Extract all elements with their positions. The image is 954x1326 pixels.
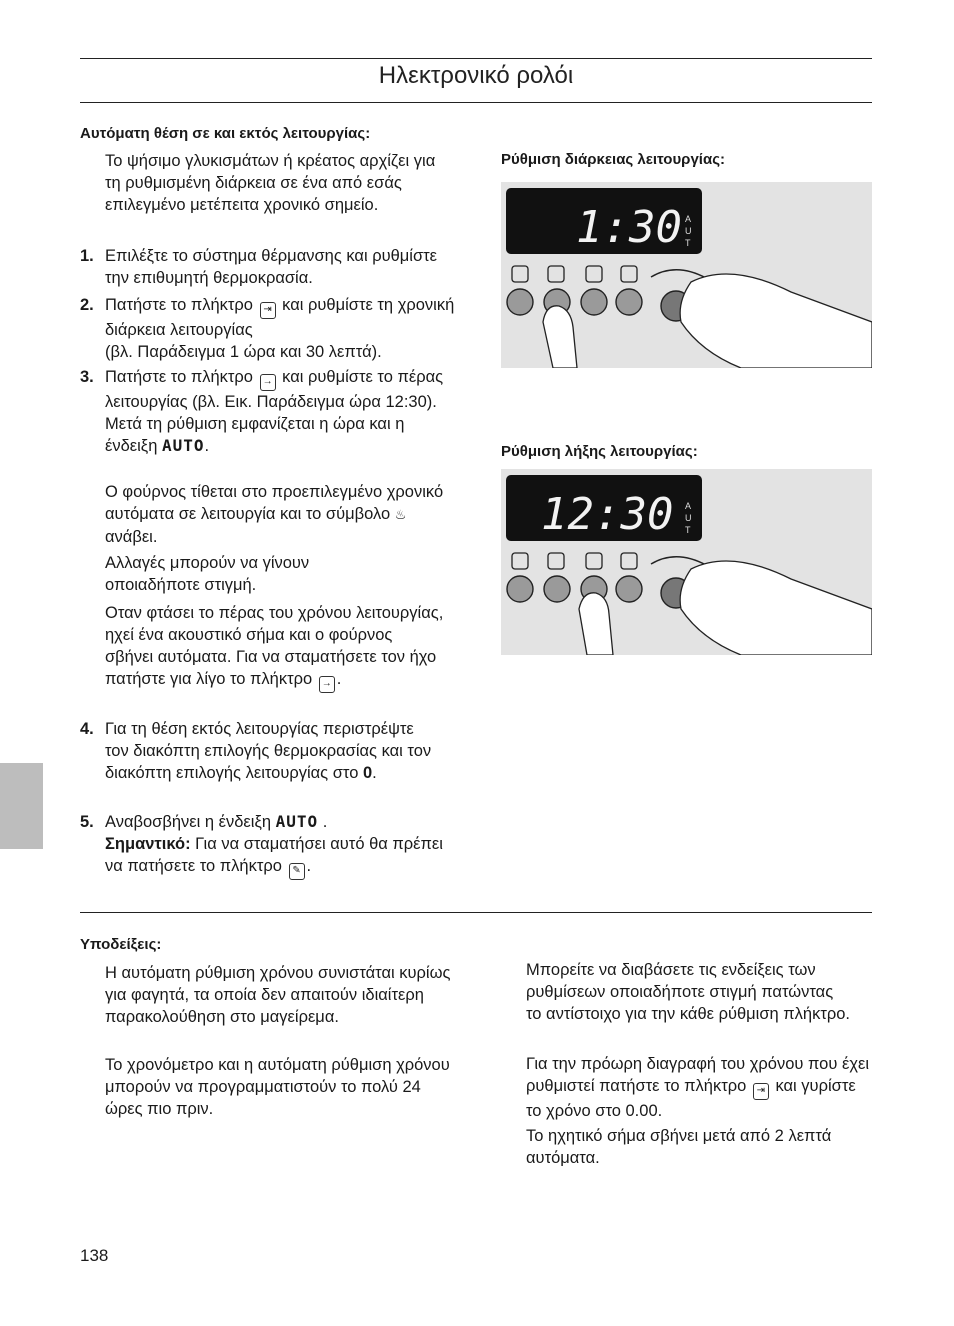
- auto-indicator: AUTO: [161, 436, 205, 455]
- step-4-body: Για τη θέση εκτός λειτουργίας περιστρέψτε τον διακόπτη επιλογής θερμοκρασίας και τον διακόπτη επιλογής λειτουργίας στο: [105, 720, 432, 782]
- step-5-rest: Για να σταματήσει αυτό θα πρέπει να πατήσετε το πλήκτρο: [105, 835, 443, 875]
- page-number: 138: [80, 1246, 109, 1265]
- step-number: 5.: [80, 813, 94, 831]
- oven-paragraph: [105, 481, 445, 548]
- period: .: [336, 670, 342, 688]
- end-time-key-icon: →: [319, 676, 335, 693]
- oven-lead: Ο φούρνος τίθεται στο προεπιλεγμένο χρονικό αυτόματα σε λειτουργία και το σύμβολο: [105, 483, 444, 523]
- period: .: [306, 857, 312, 875]
- svg-text:T: T: [685, 525, 691, 535]
- step-number: 3.: [80, 368, 94, 386]
- step-number: 4.: [80, 720, 94, 738]
- duration-key-icon: ⇥: [260, 302, 276, 319]
- notes-right-paragraph-1: Μπορείτε να διαβάσετε τις ενδείξεις των ρυθμίσεων οποιαδήποτε στιγμή πατώντας το αντίστοιχο για την κάθε ρύθμιση πλήκτρο.: [526, 961, 851, 1023]
- end-time-key-icon: →: [260, 374, 276, 391]
- section-tab: [0, 763, 43, 849]
- step-3-rest: και ρυθμίστε το πέρας λειτουργίας (βλ. Εικ. Παράδειγμα ώρα 12:30).: [105, 368, 444, 411]
- end-paragraph: [105, 602, 445, 693]
- step-number: 2.: [80, 296, 94, 314]
- svg-text:U: U: [685, 226, 692, 236]
- figure-2-panel: [501, 469, 872, 655]
- step-3-text: [105, 366, 455, 457]
- top-rule: [80, 58, 872, 59]
- step-2-lead: Πατήστε το πλήκτρο: [105, 296, 253, 314]
- step-number: 1.: [80, 247, 94, 265]
- zero-position: 0: [362, 764, 373, 782]
- title-underline: [80, 102, 872, 103]
- notes-divider: [80, 912, 872, 913]
- notes-right-paragraph-3: Το ηχητικό σήμα σβήνει μετά από 2 λεπτά αυτόματα.: [526, 1127, 832, 1167]
- control-panel-illustration: [501, 469, 872, 655]
- section-heading: Αυτόματη θέση σε και εκτός λειτουργίας:: [80, 125, 371, 142]
- period: .: [204, 437, 210, 455]
- display-readout: 12:30: [541, 489, 674, 540]
- step-2-example: (βλ. Παράδειγμα 1 ώρα και 30 λεπτά).: [105, 343, 382, 361]
- notes-right-lead: Για την πρόωρη διαγραφή του χρόνου που έχει ρυθμιστεί πατήστε το πλήκτρο: [526, 1055, 869, 1095]
- oven-heating-icon: ♨: [394, 507, 407, 522]
- notes-left-paragraph-2: Το χρονόμετρο και η αυτόματη ρύθμιση χρόνου μπορούν να προγραμματιστούν το πολύ 24 ώρες πιο πριν.: [105, 1056, 450, 1118]
- step-5-text: [105, 811, 450, 880]
- intro-paragraph: Το ψήσιμο γλυκισμάτων ή κρέατος αρχίζει για τη ρυθμισμένη διάρκεια σε ένα από εσάς επιλεγμένο μετέπειτα χρονικό σημείο.: [105, 152, 436, 214]
- step-2-rest: και ρυθμίστε τη χρονική διάρκεια λειτουργίας: [105, 296, 455, 339]
- step-3-lead: Πατήστε το πλήκτρο: [105, 368, 253, 386]
- end-text: Οταν φτάσει το πέρας του χρόνου λειτουργίας, ηχεί ένα ακουστικό σήμα και ο φούρνος σβήνει αυτόματα. Για να σταματήσετε τον ήχο πατήστε για λίγο το πλήκτρο: [105, 604, 444, 688]
- notes-left-paragraph-1: Η αυτόματη ρύθμιση χρόνου συνιστάται κυρίως για φαγητά, τα οποία δεν απαιτούν ιδιαίτερη παρακολούθηση στο μαγείρεμα.: [105, 964, 451, 1026]
- notes-heading: Υποδείξεις:: [80, 936, 162, 953]
- step-2-text: [105, 294, 455, 363]
- figure-2-caption: Ρύθμιση λήξης λειτουργίας:: [501, 443, 698, 460]
- notes-right-paragraph-2: [526, 1053, 871, 1122]
- step-1-text: Επιλέξτε το σύστημα θέρμανσης και ρυθμίστε την επιθυμητή θερμοκρασία.: [105, 247, 438, 287]
- oven-rest: ανάβει.: [105, 528, 158, 546]
- svg-text:A: A: [685, 214, 692, 224]
- clock-key-icon: ✎: [289, 863, 305, 880]
- step-4-text: [105, 718, 435, 784]
- period: .: [372, 764, 377, 782]
- svg-text:T: T: [685, 238, 691, 248]
- control-panel-illustration: [501, 182, 872, 368]
- display-readout: 1:30: [576, 202, 682, 253]
- svg-text:U: U: [685, 513, 692, 523]
- figure-1-panel: [501, 182, 872, 368]
- period: .: [322, 813, 328, 831]
- duration-key-icon: ⇥: [753, 1083, 769, 1100]
- figure-1-caption: Ρύθμιση διάρκειας λειτουργίας:: [501, 151, 725, 168]
- notes-right-rest: και γυρίστε το χρόνο στο 0.00.: [526, 1077, 856, 1120]
- step-5-lead: Αναβοσβήνει η ένδειξη: [105, 813, 272, 831]
- auto-indicator: AUTO: [275, 812, 319, 831]
- important-label: Σημαντικό:: [105, 835, 191, 853]
- step-3-after: Μετά τη ρύθμιση εμφανίζεται η ώρα και η ένδειξη: [105, 415, 405, 455]
- changes-paragraph: Αλλαγές μπορούν να γίνουν οποιαδήποτε στιγμή.: [105, 554, 310, 594]
- svg-text:A: A: [685, 501, 692, 511]
- page-title: Ηλεκτρονικό ρολόι: [378, 62, 574, 89]
